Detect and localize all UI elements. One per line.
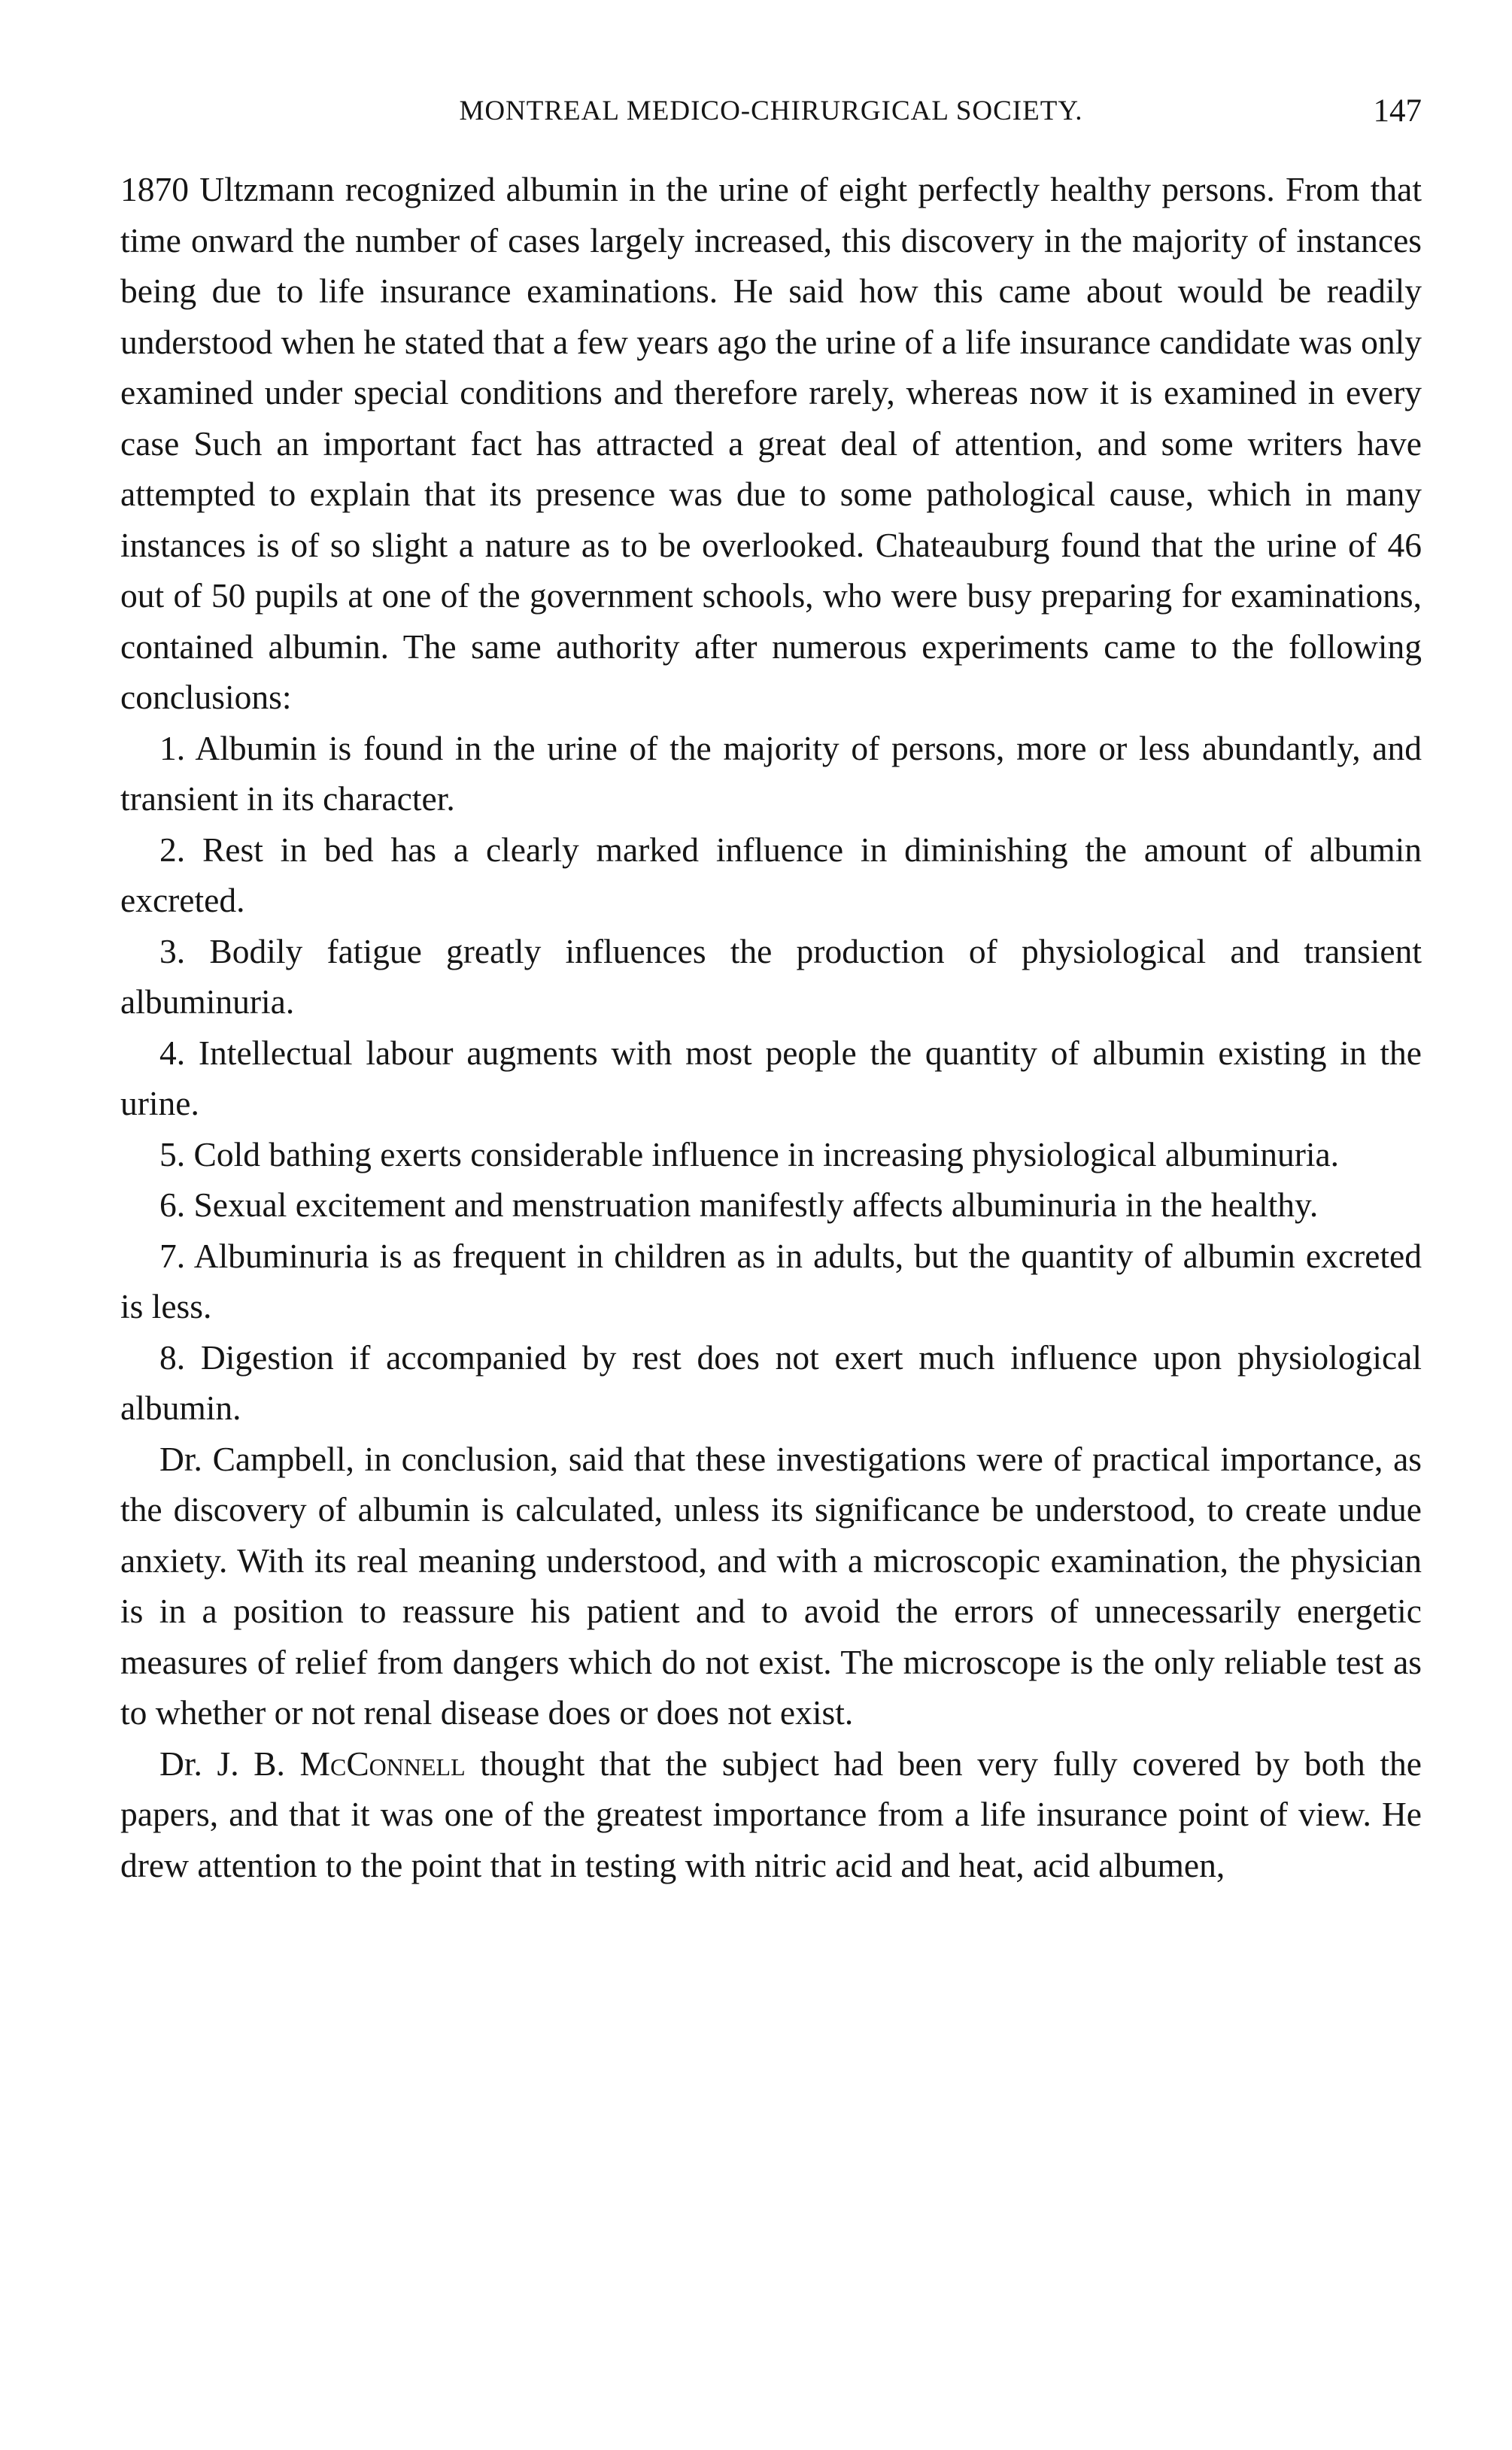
mcconnell-prefix: Dr. J. B.: [159, 1744, 300, 1783]
conclusion-5: 5. Cold bathing exerts considerable influence in increasing physiological albuminuria.: [159, 1134, 1340, 1173]
running-title: MONTREAL MEDICO-CHIRURGICAL SOCIETY.: [459, 96, 1083, 126]
conclusion-1: 1. Albumin is found in the urine of the majority of persons, more or less abundantly, and transient in its character.: [120, 728, 1422, 818]
conclusion-3: 3. Bodily fatigue greatly influences the production of physiological and transient albuminuria.: [120, 931, 1422, 1021]
paragraph-campbell: Dr. Campbell, in conclusion, said that these investigations were of practical importance, as the discovery of albumin is calculated, unless its significance be understood, to create undue anxiety. With its real meaning understood, and with a microscopic examination, the physician is in a position to reassure his patient and to avoid the errors of unnecessarily energetic measures of relief from dangers which do not exist. The microscope is the only reliable test as to whether or not renal disease does or does not exist.: [120, 1439, 1422, 1732]
conclusion-4: 4. Intellectual labour augments with most people the quantity of albumin existing in the urine.: [120, 1033, 1422, 1122]
body-text: [120, 164, 1422, 1890]
conclusion-7: 7. Albuminuria is as frequent in children as in adults, but the quantity of albumin excreted is less.: [120, 1236, 1422, 1325]
running-head: [120, 89, 1422, 134]
page-number: 147: [1373, 93, 1422, 129]
conclusion-6: 6. Sexual excitement and menstruation manifestly affects albuminuria in the healthy.: [159, 1186, 1319, 1224]
conclusion-8: 8. Digestion if accompanied by rest does not exert much influence upon physiological albumin.: [120, 1337, 1422, 1427]
paragraph-ultzmann: 1870 Ultzmann recognized albumin in the urine of eight perfectly healthy persons. From that time onward the number of cases largely increased, this discovery in the majority of instances being due to life insurance examinations. He said how this came about would be readily understood when he stated that a few years ago the urine of a life insurance candidate was only examined under special conditions and therefore rarely, whereas now it is examined in every case Such an important fact has attracted a great deal of attention, and some writers have attempted to explain that its presence was due to some pathological cause, which in many instances is of so slight a nature as to be overlooked. Chateauburg found that the urine of 46 out of 50 pupils at one of the government schools, who were busy preparing for examinations, contained albumin. The same authority after numerous experiments came to the following conclusions:: [120, 170, 1422, 716]
mcconnell-text: thought that the subject had been very fully covered by both the papers, and that it was one of the greatest importance from a life insurance point of view. He drew attention to the point that in testing with nitric acid and heat, acid albumen,: [120, 1744, 1422, 1884]
mcconnell-name: McConnell: [299, 1744, 466, 1783]
paragraph-mcconnell: [120, 1738, 1422, 1891]
conclusion-2: 2. Rest in bed has a clearly marked influence in diminishing the amount of albumin excreted.: [120, 830, 1422, 919]
